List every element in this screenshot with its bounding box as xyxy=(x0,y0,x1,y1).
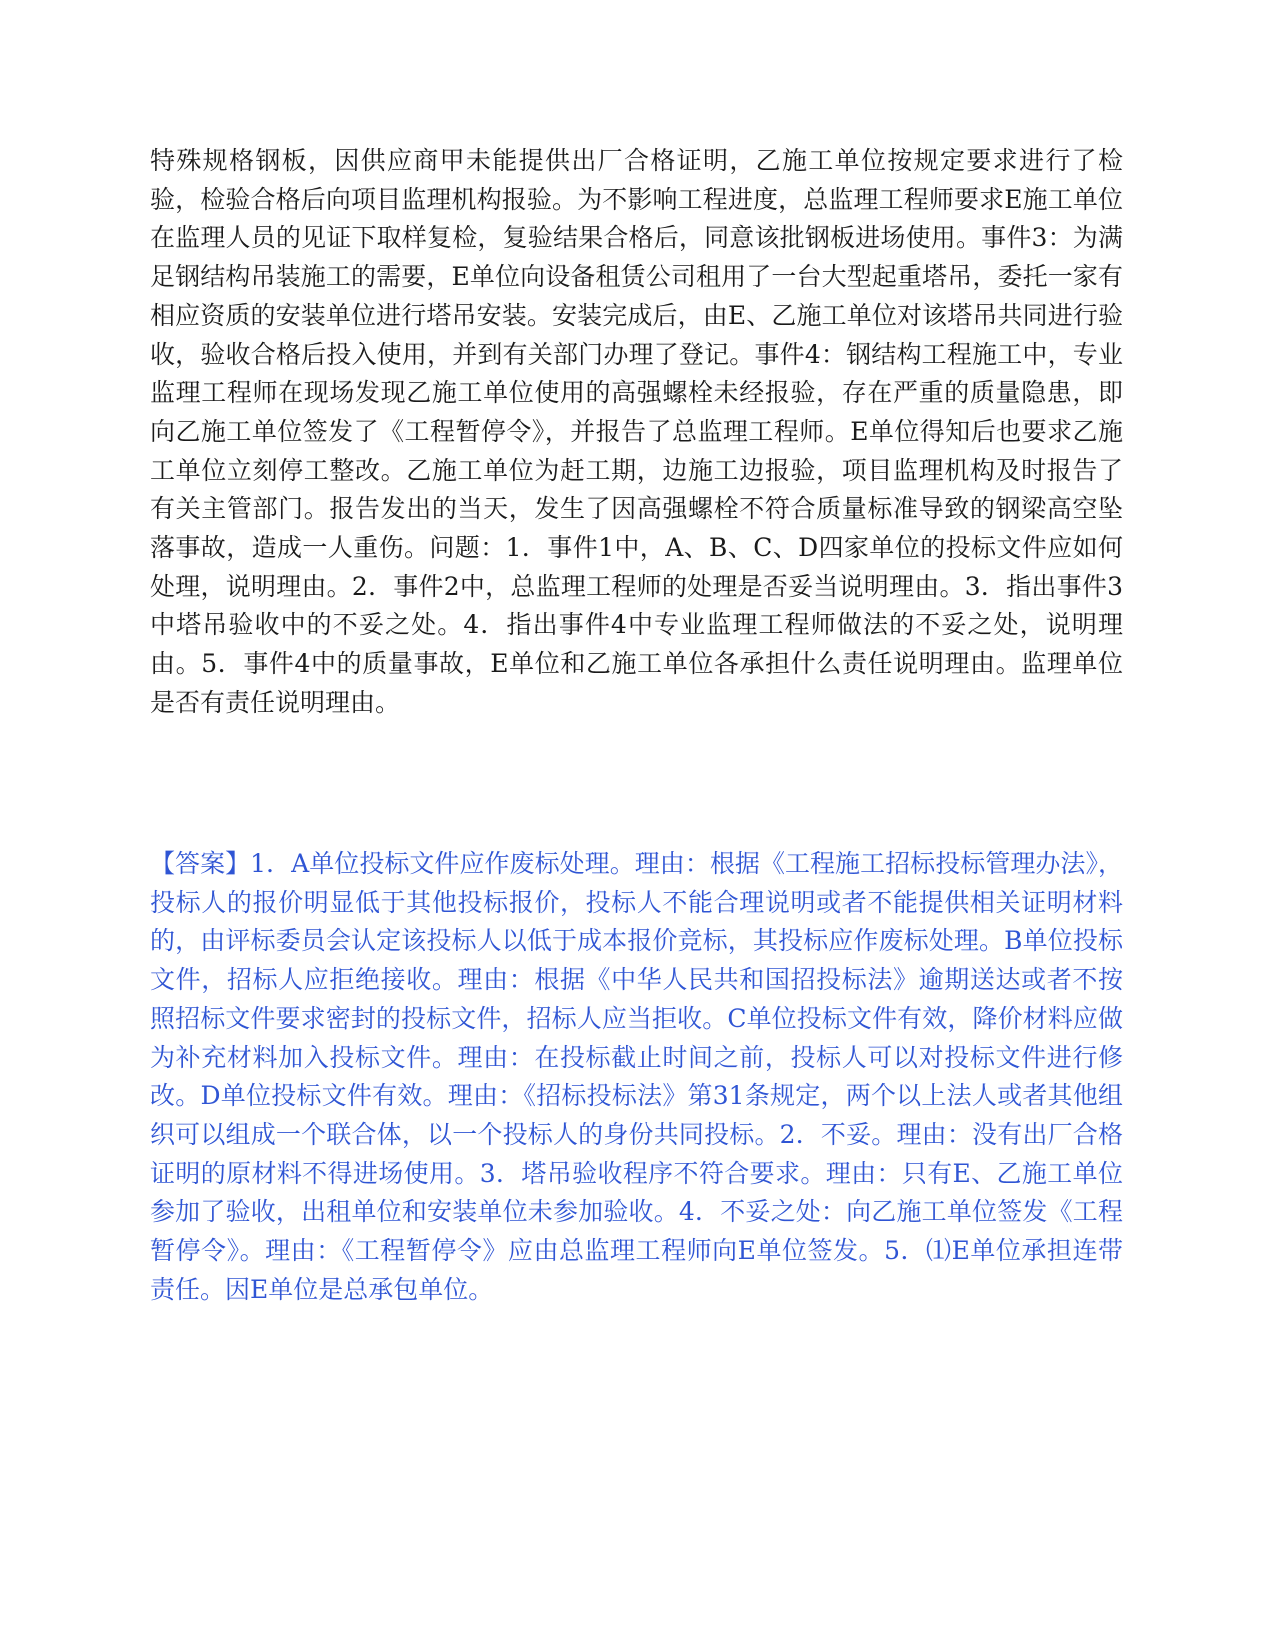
answer-paragraph: 【答案】1．A单位投标文件应作废标处理。理由：根据《工程施工招标投标管理办法》，投标人的报价明显低于其他投标报价，投标人不能合理说明或者不能提供相关证明材料的，由评标委员会认定该投标人以低于成本报价竞标，其投标应作废标处理。B单位投标文件，招标人应拒绝接收。理由：根据《中华人民共和国招投标法》逾期送达或者不按照招标文件要求密封的投标文件，招标人应当拒收。C单位投标文件有效，降价材料应做为补充材料加入投标文件。理由：在投标截止时间之前，投标人可以对投标文件进行修改。D单位投标文件有效。理由：《招标投标法》第31条规定，两个以上法人或者其他组织可以组成一个联合体，以一个投标人的身份共同投标。2．不妥。理由：没有出厂合格证明的原材料不得进场使用。3．塔吊验收程序不符合要求。理由：只有E、乙施工单位参加了验收，出租单位和安装单位未参加验收。4．不妥之处：向乙施工单位签发《工程暂停令》。理由：《工程暂停令》应由总监理工程师向E单位签发。5．⑴E单位承担连带责任。因E单位是总承包单位。 xyxy=(150,849,1123,1304)
question-paragraph: 特殊规格钢板，因供应商甲未能提供出厂合格证明，乙施工单位按规定要求进行了检验，检验合格后向项目监理机构报验。为不影响工程进度，总监理工程师要求E施工单位在监理人员的见证下取样复检，复验结果合格后，同意该批钢板进场使用。事件3：为满足钢结构吊装施工的需要，E单位向设备租赁公司租用了一台大型起重塔吊，委托一家有相应资质的安装单位进行塔吊安装。安装完成后，由E、乙施工单位对该塔吊共同进行验收，验收合格后投入使用，并到有关部门办理了登记。事件4：钢结构工程施工中，专业监理工程师在现场发现乙施工单位使用的高强螺栓未经报验，存在严重的质量隐患，即向乙施工单位签发了《工程暂停令》，并报告了总监理工程师。E单位得知后也要求乙施工单位立刻停工整改。乙施工单位为赶工期，边施工边报验，项目监理机构及时报告了有关主管部门。报告发出的当天，发生了因高强螺栓不符合质量标准导致的钢梁高空坠落事故，造成一人重伤。问题：1．事件1中，A、B、C、D四家单位的投标文件应如何处理，说明理由。2．事件2中，总监理工程师的处理是否妥当说明理由。3．指出事件3中塔吊验收中的不妥之处。4．指出事件4中专业监理工程师做法的不妥之处，说明理由。5．事件4中的质量事故，E单位和乙施工单位各承担什么责任说明理由。监理单位是否有责任说明理由。 xyxy=(150,146,1123,717)
